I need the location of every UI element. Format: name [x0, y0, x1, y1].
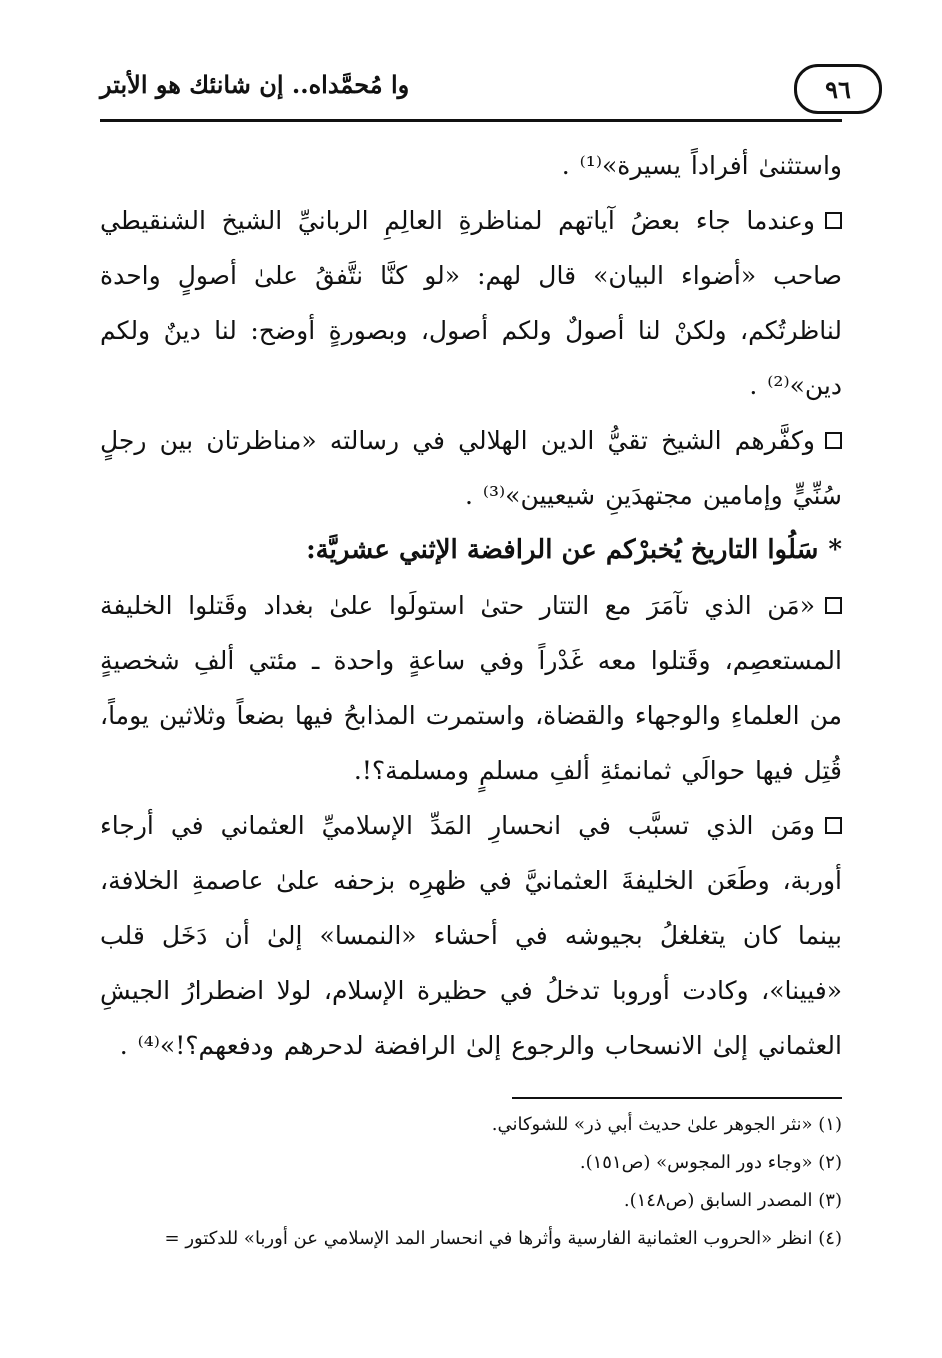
- footnote-divider: [512, 1097, 842, 1099]
- footnote-3: (٣) المصدر السابق (ص١٤٨).: [623, 1190, 842, 1211]
- paragraph-tatars: [100, 578, 842, 798]
- paragraph-hilali: [100, 413, 842, 523]
- page-number: ٩٦: [825, 74, 851, 104]
- square-bullet-icon: [825, 597, 842, 614]
- asterisk-icon: *: [828, 535, 842, 565]
- paragraph-text: «مَن الذي تآمَرَ مع التتار حتىٰ استولَوا علىٰ بغداد وقَتلوا الخليفة المستعصِم، وقَتلوا معه غَدْراً وفي ساعةٍ واحدة ـ مئتي ألفِ شخصيةٍ من العلماءِ والوجهاء والقضاة، واستمرت المذابحُ فيها بضعاً وثلاثين يوماً، قُتِل فيها حوالَي ثمانمئةِ ألفِ مسلمٍ ومسلمة؟!.: [100, 591, 842, 785]
- square-bullet-icon: [825, 212, 842, 229]
- section-heading-text: سَلُوا التاريخ يُخبرْكم عن الرافضة الإثني عشريَّة:: [306, 535, 819, 565]
- paragraph-text: وعندما جاء بعضُ آياتهم لمناظرةِ العالِمِ الربانيِّ الشيخ الشنقيطي صاحب «أضواء البيان» قال لهم: «لو كنَّا نتَّفقُ علىٰ أصولٍ واحدة لناظرتُكم، ولكنْ لنا أصولٌ ولكم أصول، وبصورةٍ أوضح: لنا دينٌ ولكم دين»⁽²⁾ .: [100, 206, 842, 400]
- footnote-2: (٢) «وجاء دور المجوس» (ص١٥١).: [579, 1152, 842, 1173]
- page-header: [100, 58, 882, 120]
- main-text: [100, 138, 842, 1073]
- paragraph-text: وكفَّرهم الشيخ تقيُّ الدين الهلالي في رسالته «مناظرتان بين رجلٍ سُنِّيٍّ وإمامين مجتهدَينِ شيعيين»⁽³⁾ .: [100, 426, 842, 510]
- square-bullet-icon: [825, 817, 842, 834]
- section-heading: [100, 523, 842, 578]
- paragraph-continuation: واستثنىٰ أفراداً يسيرة»⁽¹⁾ .: [561, 151, 842, 180]
- page-number-badge: [794, 64, 882, 114]
- paragraph-text: ومَن الذي تسبَّب في انحسارِ المَدِّ الإسلاميِّ العثماني في أرجاء أوربة، وطَعَن الخليفةَ العثمانيَّ في ظهرِه بزحفه علىٰ عاصمةِ الخلافة، بينما كان يتغلغلُ بجيوشه في أحشاء «النمسا» إلىٰ أن دَخَل قلب «فيينا»، وكادت أوروبا تدخلُ في حظيرة الإسلام، لولا اضطرارُ الجيشِ العثماني إلىٰ الانسحاب والرجوع إلىٰ الرافضة لدحرهم ودفعهم؟!»⁽⁴⁾ .: [100, 811, 842, 1060]
- footnote-1: (١) «نثر الجوهر علىٰ حديث أبي ذر» للشوكاني.: [491, 1114, 842, 1135]
- paragraph-shinqiti: [100, 193, 842, 413]
- footnote-4: (٤) انظر «الحروب العثمانية الفارسية وأثرها في انحسار المد الإسلامي عن أوربا» للدكتور =: [164, 1228, 842, 1249]
- square-bullet-icon: [825, 432, 842, 449]
- running-title: وا مُحمَّداه.. إن شانئك هو الأبتر: [100, 70, 410, 99]
- paragraph-ottoman: [100, 798, 842, 1073]
- footnotes: [100, 1106, 842, 1258]
- header-divider: [100, 119, 842, 122]
